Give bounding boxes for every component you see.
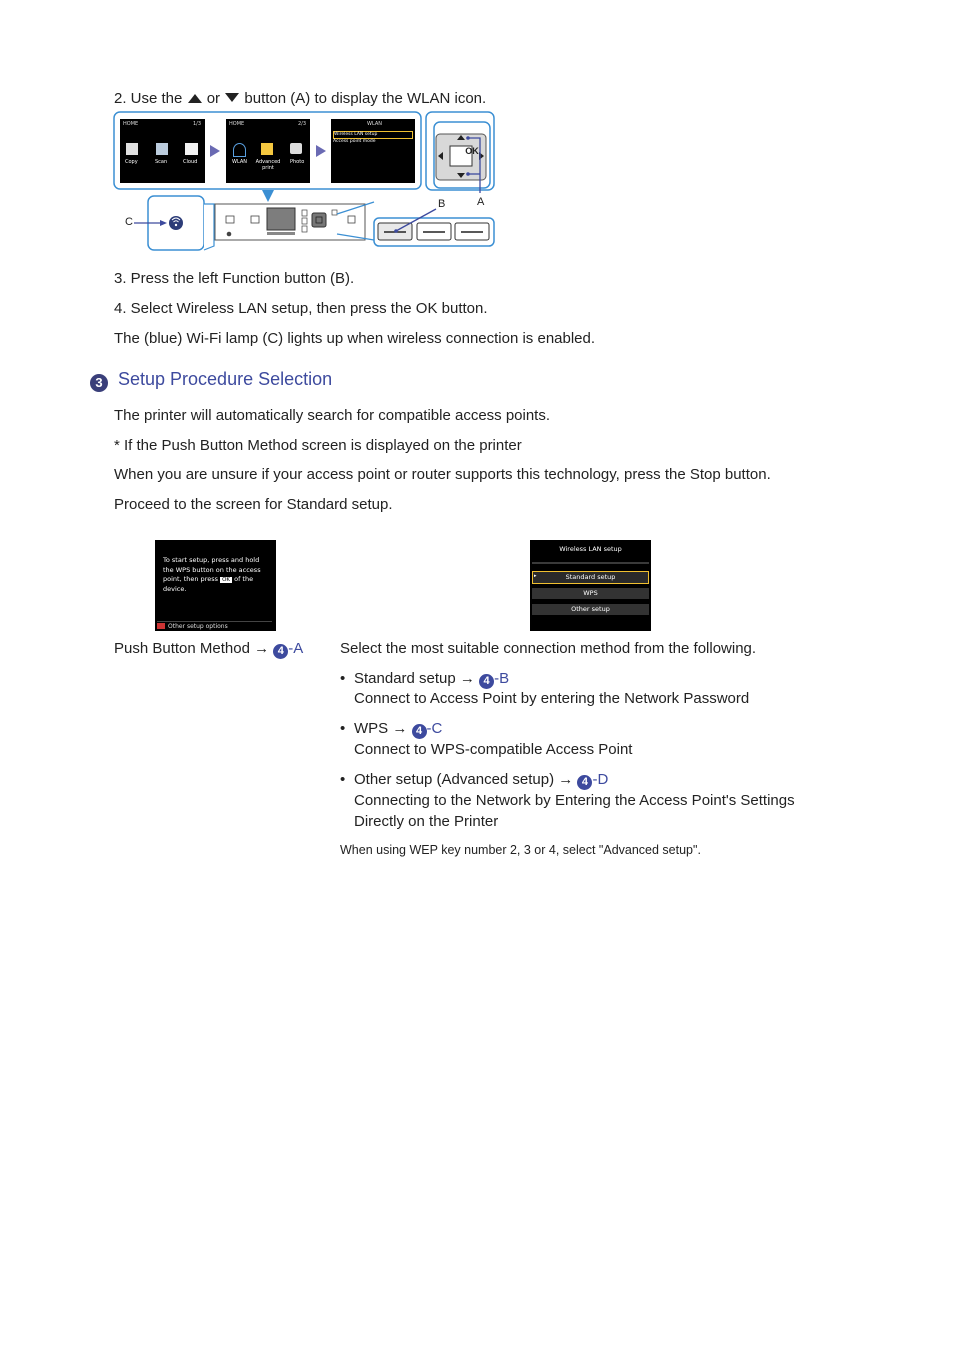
paragraph-3: When you are unsure if your access point or router supports this technology, press the Stop button. <box>114 466 771 483</box>
option-wps-desc: Connect to WPS-compatible Access Point <box>354 741 633 758</box>
label-b: B <box>438 198 446 210</box>
option-other-desc-1: Connecting to the Network by Entering the Access Point's Settings <box>354 792 795 809</box>
option-other-desc-2: Directly on the Printer <box>354 813 499 830</box>
push-button-lcd: To start setup, press and hold the WPS button on the access point, then press OK of the device. Other setup options <box>155 540 276 631</box>
home-screen-1: HOME 1/3 Copy Scan Cloud <box>120 119 205 183</box>
step-3: 3. Press the left Function button (B). <box>114 270 355 287</box>
ok-button-label: OK <box>465 146 479 156</box>
section-heading: 3 Setup Procedure Selection <box>90 369 332 392</box>
wlan-icon <box>233 143 246 157</box>
link-4c[interactable]: -C <box>426 720 443 737</box>
down-arrow-icon <box>224 92 240 104</box>
option-wps: • WPS → 4 -C <box>340 720 443 737</box>
up-arrow-icon <box>187 92 203 104</box>
advanced-print-icon <box>261 143 273 155</box>
step-2: 2. Use the or button (A) to display the WLAN icon. <box>114 90 487 107</box>
link-4a[interactable]: -A <box>288 640 304 657</box>
paragraph-1: The printer will automatically search for compatible access points. <box>114 407 551 424</box>
wep-note: When using WEP key number 2, 3 or 4, select "Advanced setup". <box>340 843 701 857</box>
home-screen-2: HOME 2/3 WLAN Advanced print Photo <box>226 119 310 183</box>
wireless-lan-setup-lcd: Wireless LAN setup Standard setup WPS Other setup ▸ <box>530 540 651 631</box>
link-4d[interactable]: -D <box>592 771 609 788</box>
section-number: 3 <box>90 374 108 392</box>
printer-panel-diagram <box>112 110 502 255</box>
scan-icon <box>156 143 168 155</box>
lamp-note: The (blue) Wi-Fi lamp (C) lights up when wireless connection is enabled. <box>114 330 596 347</box>
label-c: C <box>125 216 133 228</box>
option-standard-setup: • Standard setup → 4 -B <box>340 670 510 687</box>
option-standard-desc: Connect to Access Point by entering the Network Password <box>354 690 750 707</box>
photo-icon <box>290 143 302 154</box>
stop-icon <box>157 623 165 629</box>
push-button-method: Push Button Method → 4 -A <box>114 640 304 657</box>
paragraph-4: Proceed to the screen for Standard setup. <box>114 496 393 513</box>
wlan-screen: WLAN Wireless LAN setup Access point mode <box>331 119 415 183</box>
cloud-icon <box>185 143 198 155</box>
link-4b[interactable]: -B <box>494 670 510 687</box>
paragraph-2: * If the Push Button Method screen is displayed on the printer <box>114 437 522 454</box>
select-intro: Select the most suitable connection method from the following. <box>340 640 757 657</box>
step-4: 4. Select Wireless LAN setup, then press the OK button. <box>114 300 488 317</box>
label-a: A <box>477 196 485 208</box>
option-other-setup: • Other setup (Advanced setup) → 4 -D <box>340 771 609 788</box>
copy-icon <box>126 143 138 155</box>
